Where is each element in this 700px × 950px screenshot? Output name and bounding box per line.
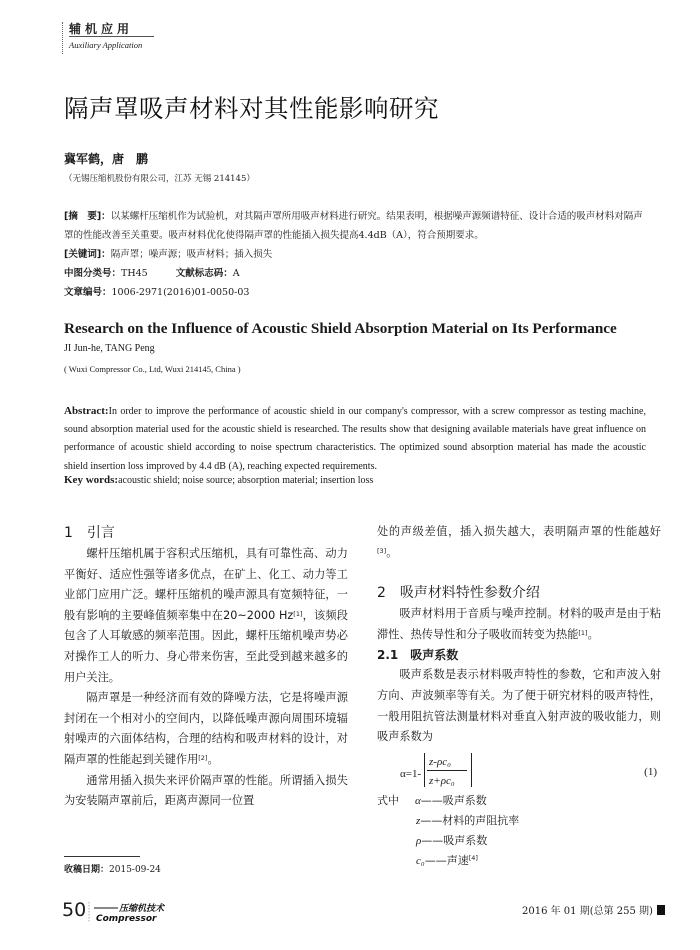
classification-label: 中图分类号： <box>64 268 122 279</box>
symbol-description: ——吸声系数 <box>420 793 487 807</box>
abstract-cn <box>64 207 646 245</box>
section-1-paragraph-2 <box>64 688 348 770</box>
paragraph-text: 螺杆压缩机属于容积式压缩机，具有可靠性高、动力平衡好、适应性强等诸多优点，在矿上、化工、动力等工业部门应用广泛。螺杆压缩机的噪声源具有宽频特征，一般有影响的主要峰值频率集中在20~2000 Hz <box>64 547 348 622</box>
abstract-cn-label: [摘 要]： <box>64 211 111 222</box>
section-1-paragraph-3: 通常用插入损失来评价隔声罩的性能。所谓插入损失为安装隔声罩前后，距离声源同一位置 <box>64 773 348 808</box>
affiliation-en: ( Wuxi Compressor Co., Ltd, Wuxi 214145, China ) <box>64 364 241 374</box>
abs-bar-left <box>424 753 425 787</box>
symbol-definitions <box>377 791 661 871</box>
received-date-value: 2015-09-24 <box>109 865 161 875</box>
logo-text-en: Compressor <box>96 914 157 923</box>
abs-bar-right <box>471 753 472 787</box>
issue-text: 2016 年 01 期(总第 255 期) <box>522 906 653 917</box>
section-1-heading: 1 引言 <box>64 525 115 541</box>
citation: [1] <box>578 628 588 637</box>
section-2-paragraph-1 <box>377 604 661 645</box>
symbol: α <box>415 794 421 807</box>
symbol: ρ <box>416 834 422 847</box>
keywords-en-text: acoustic shield; noise source; absorption material; insertion loss <box>118 475 374 486</box>
citation: [3] <box>377 546 387 555</box>
classification-line <box>64 264 646 283</box>
logo-text-cn: 压缩机技术 <box>119 904 165 914</box>
paragraph-text: 。 <box>386 545 398 559</box>
abstract-cn-text: 以某螺杆压缩机作为试验机，对其隔声罩所用吸声材料进行研究。结果表明，根据噪声源频谱特征、设计合适的吸声材料对隔声罩的性能改善至关重要。吸声材料优化使得隔声罩的性能插入损失提高4.4dB（A），符合预期要求。 <box>64 211 643 241</box>
keywords-cn-label: [关键词]： <box>64 249 111 260</box>
header-rule <box>62 22 64 54</box>
abstract-en-label: Abstract: <box>64 405 109 417</box>
journal-logo <box>88 901 178 923</box>
paragraph-text: 隔声罩是一种经济而有效的降噪方法，它是将噪声源封闭在一个相对小的空间内，以降低噪声源向周围环境辐射噪声的六面体结构，合理的结构和吸声材料的设计，对隔声罩的性能起到关键作用 <box>64 691 348 766</box>
equation-1 <box>377 751 661 791</box>
abstract-cn-block <box>64 207 646 302</box>
authors-cn: 冀军鹤，唐 鹏 <box>64 152 149 166</box>
doc-code-value: A <box>232 268 240 279</box>
definition-row <box>377 811 661 831</box>
paragraph-text: 吸声材料用于音质与噪声控制。材料的吸声是由于粘滞性、热传导性和分子吸收而转变为热能 <box>377 607 661 641</box>
abstract-en-text: In order to improve the performance of acoustic shield in our company's compressor, with a screw compressor as testing machine, sound absorption material used for the acoustic shield is researched. The results show that designing available materials have great influence on performance of acoustic shield according to noise spectrum characteristics. The optimized sound absorption material has made the acoustic shield insertion loss improved by 4.4 dB (A), reaching expected requirements. <box>64 406 646 472</box>
affiliation-cn: （无锡压缩机股份有限公司，江苏 无锡 214145） <box>64 174 255 184</box>
citation: [4] <box>468 853 478 862</box>
keywords-en-label: Key words: <box>64 474 119 486</box>
issue-info <box>522 902 665 917</box>
paragraph-text: 。 <box>207 752 219 766</box>
symbol-description: ——吸声系数 <box>421 833 488 847</box>
symbol-description: ——声速 <box>424 853 469 867</box>
page-marker-block <box>657 905 665 915</box>
section-title-cn: 辅机应用 <box>69 22 134 36</box>
paper-title-en: Research on the Influence of Acoustic Shield Absorption Material on Its Performance <box>64 320 617 337</box>
classification-value: TH45 <box>121 268 148 279</box>
section-title-en: Auxiliary Application <box>69 40 143 50</box>
where-label: 式中 <box>377 793 399 807</box>
citation: [1] <box>293 609 303 618</box>
definition-row <box>377 791 661 811</box>
equation-numerator: z-ρc₀ <box>429 755 451 768</box>
received-date <box>64 862 161 875</box>
subsection-2-1-heading: 2.1 吸声系数 <box>377 648 459 663</box>
equation-lhs: α=1- <box>400 767 422 780</box>
section-1-paragraph-1 <box>64 544 348 688</box>
section-2-heading: 2 吸声材料特性参数介绍 <box>377 585 540 602</box>
equation-number: (1) <box>644 765 657 778</box>
equation-denominator: z+ρc₀ <box>429 774 455 787</box>
article-number-value: 1006-2971(2016)01-0050-03 <box>111 287 250 298</box>
section-2-1-paragraph: 吸声系数是表示材料吸声特性的参数，它和声波入射方向、声波频率等有关。为了便于研究材料的吸声特性，一般用阻抗管法测量材料对垂直入射声波的吸收能力，则吸声系数为 <box>377 668 661 744</box>
body-right-column <box>377 522 661 871</box>
paragraph-text: 。 <box>587 627 599 641</box>
keywords-en <box>64 474 373 486</box>
symbol: c₀ <box>416 854 425 867</box>
doc-code-label: 文献标志码： <box>175 268 233 279</box>
paper-title-cn: 隔声罩吸声材料对其性能影响研究 <box>64 94 439 123</box>
definition-row <box>377 831 661 851</box>
abstract-en <box>64 402 646 476</box>
definition-row <box>377 851 661 871</box>
page-number: 50 <box>62 899 87 921</box>
symbol-description: ——材料的声阻抗率 <box>420 813 520 827</box>
keywords-cn <box>64 245 646 264</box>
authors-en: JI Jun-he, TANG Peng <box>64 343 155 354</box>
received-date-label: 收稿日期： <box>64 865 110 875</box>
footnote-rule <box>64 856 140 857</box>
paragraph-text: 处的声级差值，插入损失越大，表明隔声罩的性能越好 <box>377 525 661 538</box>
body-left-column <box>64 522 348 812</box>
section-1-paragraph-3-continued <box>377 522 661 563</box>
article-number-line <box>64 283 646 302</box>
article-number-label: 文章编号： <box>64 287 112 298</box>
paragraph-text: ，该频段包含了人耳敏感的频率范围。因此，螺杆压缩机噪声势必对操作工人的听力、身心带来伤害，至此受到越来越多的用户关注。 <box>64 608 348 684</box>
symbol: z <box>416 814 421 827</box>
header-underline <box>69 36 154 37</box>
citation: [2] <box>198 753 208 762</box>
keywords-cn-text: 隔声罩；噪声源；吸声材料；插入损失 <box>110 249 273 260</box>
